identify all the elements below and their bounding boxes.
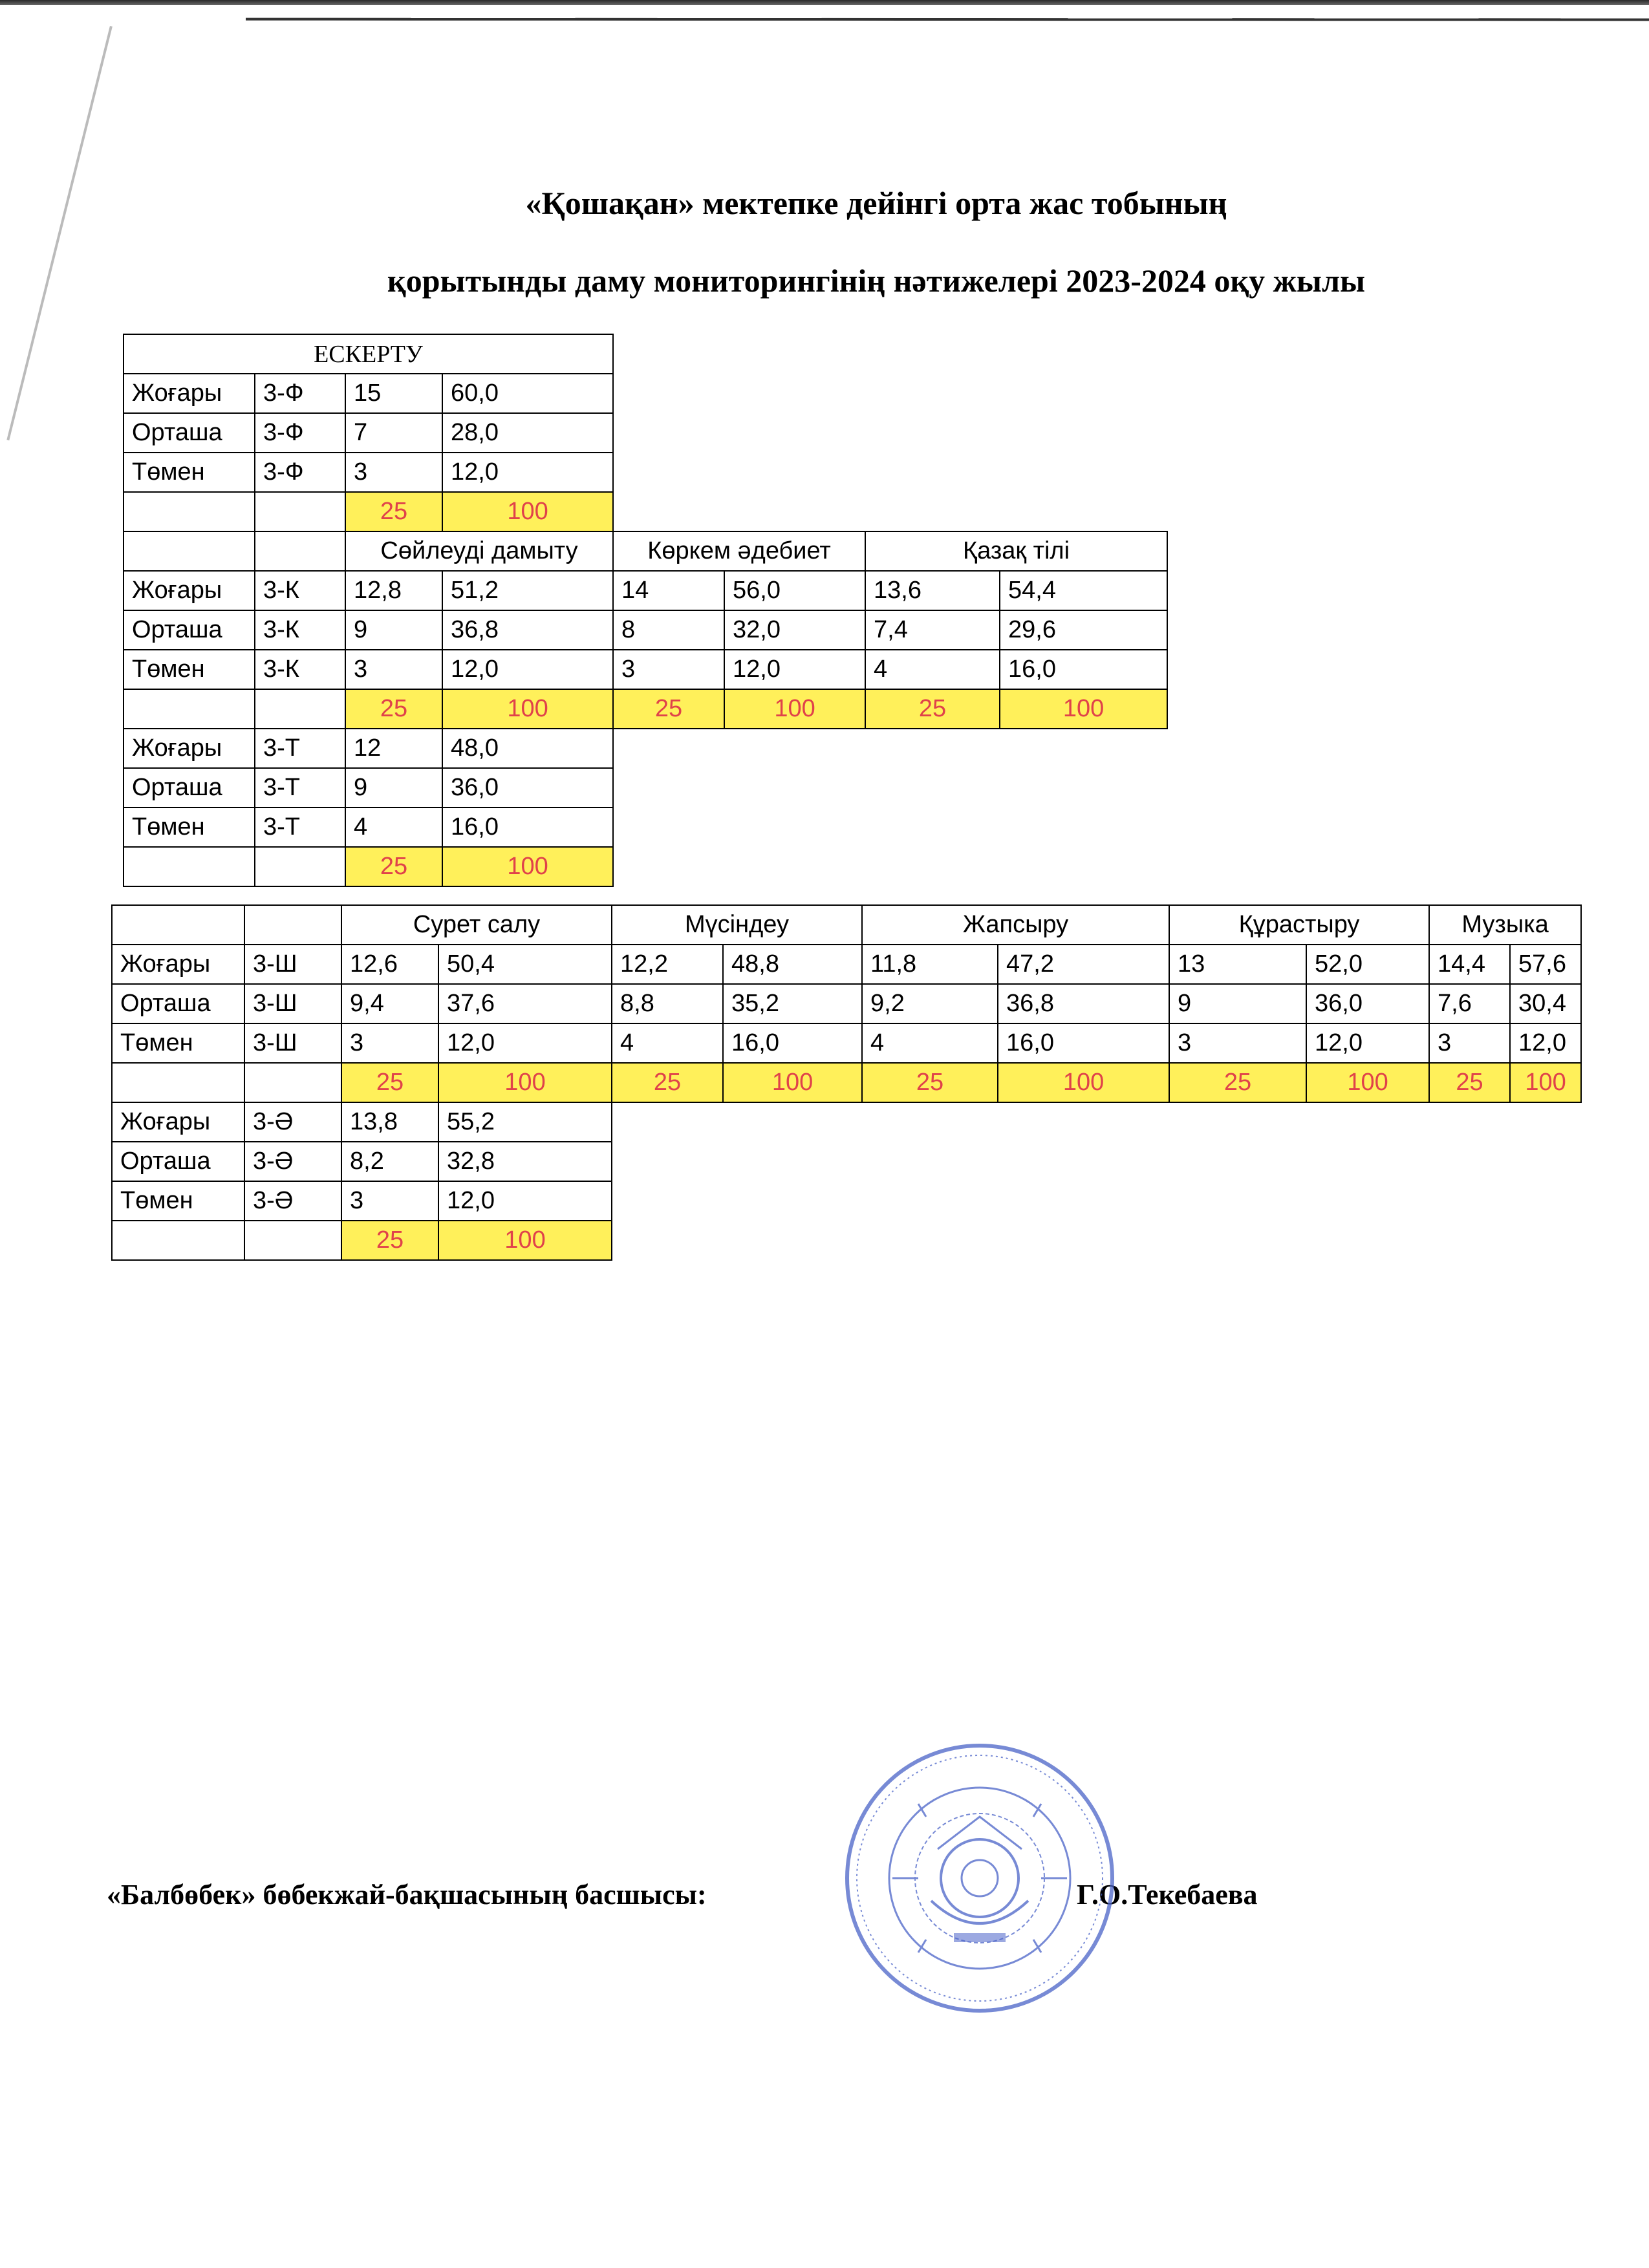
percent-cell: 16,0 (1000, 650, 1167, 689)
table-row (112, 945, 1581, 984)
director-name: Г.О.Текебаева (1077, 1879, 1258, 1910)
count-cell: 14 (613, 571, 724, 610)
table-row (124, 768, 1167, 808)
count-cell: 12,2 (612, 945, 723, 984)
total-percent: 100 (1306, 1063, 1429, 1102)
total-percent: 100 (442, 847, 613, 886)
group-code: 3-К (255, 610, 345, 650)
page-title-line-1: «Қошақан» мектепке дейінгі орта жас тобының (525, 185, 1227, 221)
total-percent: 100 (442, 492, 613, 531)
table-row (124, 729, 1167, 768)
subject-header: Қазақ тілі (865, 531, 1167, 571)
total-percent: 100 (998, 1063, 1169, 1102)
percent-cell: 12,0 (438, 1023, 612, 1063)
percent-cell: 16,0 (723, 1023, 862, 1063)
group-code: 3-Т (255, 729, 345, 768)
percent-cell: 52,0 (1306, 945, 1429, 984)
count-cell: 9,2 (862, 984, 998, 1023)
total-count: 25 (341, 1221, 438, 1260)
count-cell: 9,4 (341, 984, 438, 1023)
total-percent: 100 (442, 689, 613, 729)
subject-header: Құрастыру (1169, 905, 1429, 945)
count-cell: 3 (613, 650, 724, 689)
percent-cell: 12,0 (724, 650, 865, 689)
table-row (112, 1142, 1581, 1181)
table-row (124, 374, 1167, 413)
percent-cell: 36,8 (998, 984, 1169, 1023)
count-cell: 7,4 (865, 610, 1000, 650)
total-percent: 100 (438, 1063, 612, 1102)
table-row (112, 1023, 1581, 1063)
group-code: 3-Ф (255, 453, 345, 492)
subject-header: Музыка (1429, 905, 1581, 945)
total-count: 25 (865, 689, 1000, 729)
count-cell: 12,6 (341, 945, 438, 984)
percent-cell: 30,4 (1510, 984, 1581, 1023)
count-cell: 12,8 (345, 571, 442, 610)
total-count: 25 (1429, 1063, 1510, 1102)
level-label: Төмен (112, 1023, 244, 1063)
count-cell: 3 (345, 453, 442, 492)
table-row (112, 1102, 1581, 1142)
percent-cell: 56,0 (724, 571, 865, 610)
total-count: 25 (1169, 1063, 1306, 1102)
group-code: 3-Ш (244, 1023, 341, 1063)
results-table-lower (111, 904, 1582, 1261)
percent-cell: 12,0 (1306, 1023, 1429, 1063)
scan-artifact-diagonal (6, 26, 113, 440)
official-seal-icon (841, 1739, 1119, 2017)
count-cell: 3 (345, 650, 442, 689)
table-row (124, 571, 1167, 610)
count-cell: 8,8 (612, 984, 723, 1023)
count-cell: 8,2 (341, 1142, 438, 1181)
percent-cell: 37,6 (438, 984, 612, 1023)
level-label: Жоғары (124, 571, 255, 610)
total-count: 25 (862, 1063, 998, 1102)
count-cell: 11,8 (862, 945, 998, 984)
percent-cell: 12,0 (442, 453, 613, 492)
level-label: Төмен (124, 650, 255, 689)
count-cell: 12 (345, 729, 442, 768)
percent-cell: 12,0 (442, 650, 613, 689)
subject-header-row (124, 531, 1167, 571)
percent-cell: 16,0 (442, 808, 613, 847)
total-row (124, 847, 1167, 886)
subject-header: Сөйлеуді дамыту (345, 531, 613, 571)
percent-cell: 54,4 (1000, 571, 1167, 610)
percent-cell: 36,8 (442, 610, 613, 650)
group-code: 3-Ш (244, 984, 341, 1023)
percent-cell: 36,0 (1306, 984, 1429, 1023)
percent-cell: 35,2 (723, 984, 862, 1023)
table-row (112, 1181, 1581, 1221)
count-cell: 8 (613, 610, 724, 650)
level-label: Жоғары (124, 374, 255, 413)
count-cell: 7 (345, 413, 442, 453)
percent-cell: 50,4 (438, 945, 612, 984)
total-row (124, 689, 1167, 729)
count-cell: 4 (862, 1023, 998, 1063)
subject-header: Көркем әдебиет (613, 531, 865, 571)
percent-cell: 32,8 (438, 1142, 612, 1181)
group-code: 3-Ф (255, 413, 345, 453)
director-title: «Балбөбек» бөбекжай-бақшасының басшысы: (107, 1879, 707, 1910)
percent-cell: 36,0 (442, 768, 613, 808)
count-cell: 3 (341, 1023, 438, 1063)
count-cell: 4 (865, 650, 1000, 689)
group-code: 3-Т (255, 808, 345, 847)
total-count: 25 (345, 847, 442, 886)
group-code: 3-Ә (244, 1102, 341, 1142)
count-cell: 13,8 (341, 1102, 438, 1142)
scan-artifact-line (246, 18, 1649, 21)
percent-cell: 51,2 (442, 571, 613, 610)
total-row (124, 492, 1167, 531)
level-label: Төмен (124, 808, 255, 847)
percent-cell: 55,2 (438, 1102, 612, 1142)
group-code: 3-К (255, 650, 345, 689)
level-label: Орташа (112, 984, 244, 1023)
level-label: Орташа (124, 768, 255, 808)
count-cell: 9 (345, 610, 442, 650)
scan-edge (0, 0, 1649, 5)
subject-header: Жапсыру (862, 905, 1169, 945)
count-cell: 7,6 (1429, 984, 1510, 1023)
level-label: Орташа (124, 413, 255, 453)
table-row (124, 610, 1167, 650)
subject-header: Мүсіндеу (612, 905, 862, 945)
count-cell: 4 (612, 1023, 723, 1063)
percent-cell: 12,0 (438, 1181, 612, 1221)
subject-header-row (112, 905, 1581, 945)
count-cell: 15 (345, 374, 442, 413)
percent-cell: 32,0 (724, 610, 865, 650)
percent-cell: 29,6 (1000, 610, 1167, 650)
count-cell: 13 (1169, 945, 1306, 984)
count-cell: 9 (1169, 984, 1306, 1023)
group-code: 3-Ф (255, 374, 345, 413)
level-label: Орташа (112, 1142, 244, 1181)
group-code: 3-Т (255, 768, 345, 808)
percent-cell: 57,6 (1510, 945, 1581, 984)
page-title-line-2: қорытынды даму мониторингінің нәтижелері 2023-2024 оқу жылы (387, 262, 1366, 299)
percent-cell: 48,8 (723, 945, 862, 984)
level-label: Төмен (124, 453, 255, 492)
level-label: Төмен (112, 1181, 244, 1221)
count-cell: 3 (1169, 1023, 1306, 1063)
group-code: 3-Ә (244, 1142, 341, 1181)
table-row (124, 808, 1167, 847)
percent-cell: 48,0 (442, 729, 613, 768)
total-count: 25 (345, 689, 442, 729)
total-row (112, 1221, 1581, 1260)
count-cell: 3 (1429, 1023, 1510, 1063)
total-percent: 100 (438, 1221, 612, 1260)
level-label: Жоғары (124, 729, 255, 768)
total-count: 25 (345, 492, 442, 531)
table-row (124, 453, 1167, 492)
note-header: ЕСКЕРТУ (124, 334, 613, 374)
total-percent: 100 (723, 1063, 862, 1102)
level-label: Жоғары (112, 1102, 244, 1142)
subject-header: Сурет салу (341, 905, 612, 945)
results-table-upper (123, 334, 1168, 887)
group-code: 3-Ш (244, 945, 341, 984)
percent-cell: 28,0 (442, 413, 613, 453)
percent-cell: 12,0 (1510, 1023, 1581, 1063)
count-cell: 9 (345, 768, 442, 808)
total-percent: 100 (1510, 1063, 1581, 1102)
table-row (124, 413, 1167, 453)
total-percent: 100 (1000, 689, 1167, 729)
percent-cell: 47,2 (998, 945, 1169, 984)
level-label: Жоғары (112, 945, 244, 984)
group-code: 3-К (255, 571, 345, 610)
table-row (112, 984, 1581, 1023)
percent-cell: 60,0 (442, 374, 613, 413)
total-percent: 100 (724, 689, 865, 729)
count-cell: 14,4 (1429, 945, 1510, 984)
level-label: Орташа (124, 610, 255, 650)
total-count: 25 (613, 689, 724, 729)
table-row (124, 650, 1167, 689)
count-cell: 13,6 (865, 571, 1000, 610)
count-cell: 3 (341, 1181, 438, 1221)
total-count: 25 (612, 1063, 723, 1102)
percent-cell: 16,0 (998, 1023, 1169, 1063)
total-row (112, 1063, 1581, 1102)
total-count: 25 (341, 1063, 438, 1102)
count-cell: 4 (345, 808, 442, 847)
group-code: 3-Ә (244, 1181, 341, 1221)
